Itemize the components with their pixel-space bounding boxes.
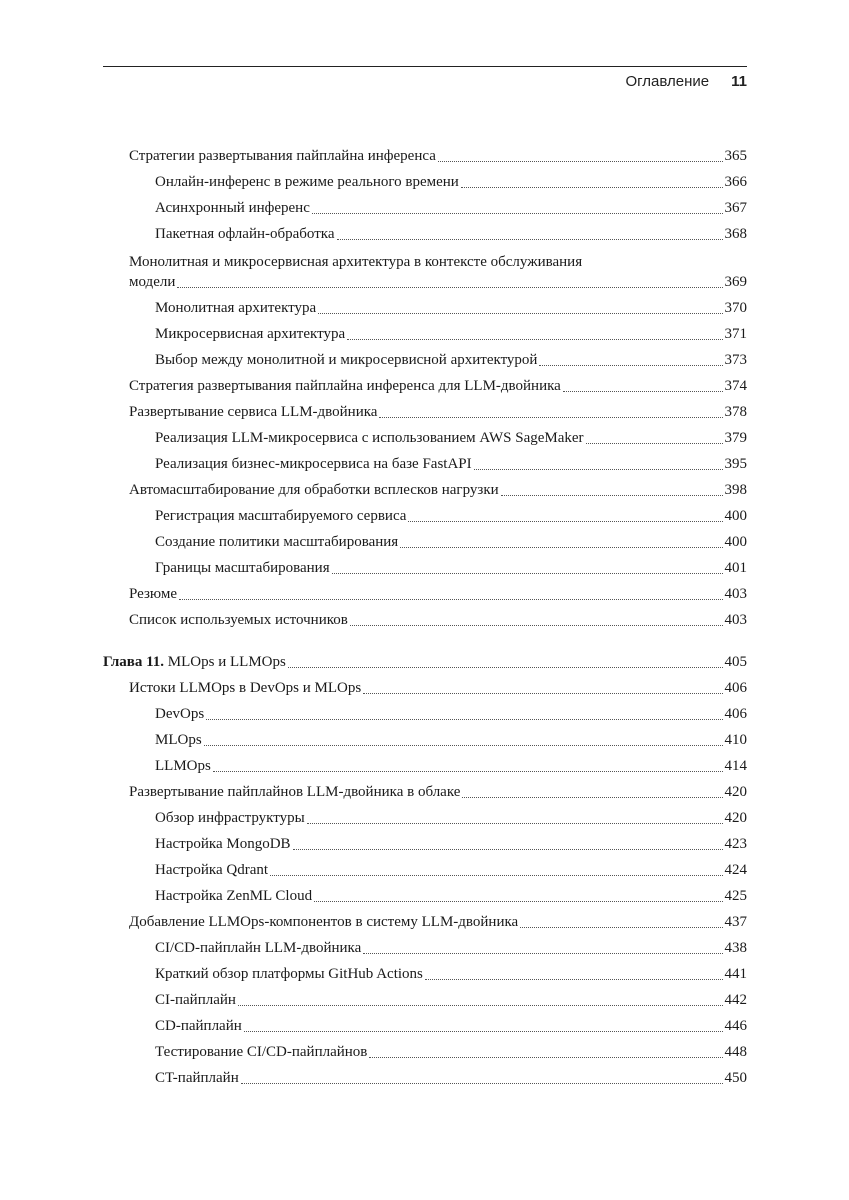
toc-entry-title-text: Создание политики масштабирования <box>155 534 399 550</box>
toc-entry-title-text: Развертывание сервиса LLM-двойника <box>129 404 378 420</box>
toc-entry-title-text: MLOps и LLMOps <box>167 654 286 670</box>
toc-entry-title <box>155 704 204 726</box>
toc-entry-page: 366 <box>724 174 747 190</box>
toc-entry-page: 405 <box>724 654 747 670</box>
toc-entry-title-text: Выбор между монолитной и микросервисной архитектурой <box>155 352 538 368</box>
toc-entry-title <box>155 532 398 554</box>
running-head <box>103 72 747 92</box>
toc-entry-page: 371 <box>724 326 747 342</box>
toc-entry <box>103 726 747 752</box>
dot-leader <box>213 771 723 772</box>
toc-entry-title-text: Резюме <box>129 586 178 602</box>
toc-entry <box>103 502 747 528</box>
toc-entry-title-text: Список используемых источников <box>129 612 348 628</box>
dot-leader <box>520 927 722 928</box>
toc-entry <box>103 778 747 804</box>
toc-entry <box>103 882 747 908</box>
toc-entry <box>103 700 747 726</box>
dot-leader <box>206 719 722 720</box>
dot-leader <box>347 339 722 340</box>
toc-entry-page: 410 <box>724 732 747 748</box>
toc-entry <box>103 580 747 606</box>
toc-entry <box>103 372 747 398</box>
toc-entry-page: 438 <box>724 940 747 956</box>
toc-entry-title <box>129 678 361 700</box>
toc-entry-title <box>155 506 406 528</box>
toc-entry-title <box>155 730 202 752</box>
dot-leader <box>501 495 723 496</box>
toc-entry <box>103 320 747 346</box>
dot-leader <box>332 573 723 574</box>
toc-entry <box>103 398 747 424</box>
toc-entry <box>103 528 747 554</box>
toc-entry-page: 442 <box>724 992 747 1008</box>
toc-entry <box>103 168 747 194</box>
dot-leader <box>238 1005 723 1006</box>
toc-entry-title <box>129 480 499 502</box>
toc-entry-page: 425 <box>724 888 747 904</box>
toc-entry-title-text: Развертывание пайплайнов LLM-двойника в облаке <box>129 784 461 800</box>
toc-entry-title <box>155 938 361 960</box>
toc-entry-page: 379 <box>724 430 747 446</box>
toc-entry-title-text: Пакетная офлайн-обработка <box>155 226 335 242</box>
toc-entry-title-text: LLMOps <box>155 758 211 774</box>
toc-entry-page: 401 <box>724 560 747 576</box>
running-head-title: Оглавление <box>625 73 710 90</box>
toc-entry-title-text: CI-пайплайн <box>155 992 236 1008</box>
toc-entry-title <box>103 652 286 674</box>
toc-entry <box>103 674 747 700</box>
dot-leader <box>400 547 722 548</box>
toc-entry-title <box>155 1068 239 1090</box>
toc-entry <box>103 648 747 674</box>
dot-leader <box>438 161 723 162</box>
toc-entry <box>103 424 747 450</box>
toc-entry-title <box>155 1042 367 1064</box>
toc-entry-title-text: Реализация LLM-микросервиса с использованием AWS SageMaker <box>155 430 584 446</box>
toc-entry <box>103 246 747 294</box>
toc-entry-title-text: Стратегии развертывания пайплайна инференса <box>129 148 436 164</box>
toc-entry-title <box>155 808 305 830</box>
toc-entry <box>103 960 747 986</box>
dot-leader <box>314 901 722 902</box>
dot-leader <box>363 953 722 954</box>
toc-entry-title <box>155 834 291 856</box>
toc-entry-title-text: Тестирование CI/CD-пайплайнов <box>155 1044 368 1060</box>
toc-entry-title-text: Добавление LLMOps-компонентов в систему LLM-двойника <box>129 914 519 930</box>
toc-entry <box>103 1012 747 1038</box>
dot-leader <box>379 417 722 418</box>
toc-entry-title <box>155 224 335 246</box>
toc-entry-page: 437 <box>724 914 747 930</box>
toc-entry <box>103 346 747 372</box>
toc-entry-page: 398 <box>724 482 747 498</box>
dot-leader <box>350 625 723 626</box>
toc-entry <box>103 830 747 856</box>
toc-entry-page: 424 <box>724 862 747 878</box>
toc-entry <box>103 934 747 960</box>
toc-entry-title-text: Настройка Qdrant <box>155 862 269 878</box>
toc-entry-page: 406 <box>724 706 747 722</box>
toc-entry-title <box>155 350 537 372</box>
toc-entry-title-text: DevOps <box>155 706 205 722</box>
toc-entry-title <box>155 428 584 450</box>
toc-entry-title <box>129 782 460 804</box>
toc-entry <box>103 804 747 830</box>
toc-entry-page: 441 <box>724 966 747 982</box>
toc-entry-title-text: Настройка ZenML Cloud <box>155 888 313 904</box>
toc-entry-page: 365 <box>724 148 747 164</box>
toc-entry-title <box>129 610 348 632</box>
running-head-page-number: 11 <box>731 73 747 90</box>
dot-leader <box>270 875 722 876</box>
toc-entry-title <box>155 1016 242 1038</box>
toc-entry-title <box>155 198 310 220</box>
toc-entry-title-text: Краткий обзор платформы GitHub Actions <box>155 966 423 982</box>
dot-leader <box>241 1083 723 1084</box>
toc-entry-page: 406 <box>724 680 747 696</box>
toc-entry <box>103 986 747 1012</box>
toc-entry-page: 369 <box>724 274 747 290</box>
toc-entry-title-text: CI/CD-пайплайн LLM-двойника <box>155 940 362 956</box>
dot-leader <box>318 313 722 314</box>
toc-entry-title-text: MLOps <box>155 732 202 748</box>
dot-leader <box>293 849 723 850</box>
toc-entry-title-text: Онлайн-инференс в режиме реального времени <box>155 174 459 190</box>
toc-entry-page: 414 <box>724 758 747 774</box>
toc-entry-title-text: CD-пайплайн <box>155 1018 242 1034</box>
toc-entry-title <box>129 912 518 934</box>
toc-entry-title-text: Обзор инфраструктуры <box>155 810 305 826</box>
dot-leader <box>408 521 722 522</box>
toc-entry-title-line1: Монолитная и микросервисная архитектура в контексте обслуживания <box>129 254 583 270</box>
toc-entry-page: 373 <box>724 352 747 368</box>
dot-leader <box>539 365 722 366</box>
dot-leader <box>288 667 723 668</box>
dot-leader <box>461 187 723 188</box>
toc-entry-title <box>155 886 312 908</box>
table-of-contents <box>103 142 747 1090</box>
toc-entry <box>103 606 747 632</box>
toc-entry-line2 <box>129 272 747 294</box>
toc-entry-page: 423 <box>724 836 747 852</box>
toc-entry <box>103 194 747 220</box>
toc-entry-title <box>129 146 436 168</box>
dot-leader <box>179 599 722 600</box>
toc-entry <box>103 752 747 778</box>
toc-entry-title-text: Настройка MongoDB <box>155 836 291 852</box>
dot-leader <box>244 1031 723 1032</box>
toc-entry-title <box>129 402 377 424</box>
toc-entry <box>103 294 747 320</box>
toc-entry-title-text: Регистрация масштабируемого сервиса <box>155 508 407 524</box>
toc-entry-title <box>155 990 236 1012</box>
toc-entry-title-text: Стратегия развертывания пайплайна инференса для LLM-двойника <box>129 378 561 394</box>
toc-entry-title-text: Микросервисная архитектура <box>155 326 346 342</box>
dot-leader <box>474 469 723 470</box>
toc-entry <box>103 908 747 934</box>
toc-entry <box>103 1064 747 1090</box>
toc-entry <box>103 476 747 502</box>
toc-entry-title <box>129 584 177 606</box>
toc-entry-title-text: Монолитная архитектура <box>155 300 317 316</box>
dot-leader <box>425 979 723 980</box>
dot-leader <box>363 693 722 694</box>
toc-entry-title <box>155 172 459 194</box>
toc-entry-title <box>155 558 330 580</box>
toc-entry-page: 446 <box>724 1018 747 1034</box>
toc-entry <box>103 554 747 580</box>
header-rule <box>103 66 747 67</box>
toc-entry-page: 400 <box>724 508 747 524</box>
toc-entry-page: 395 <box>724 456 747 472</box>
toc-entry-page: 378 <box>724 404 747 420</box>
toc-entry <box>103 450 747 476</box>
toc-entry-page: 450 <box>724 1070 747 1086</box>
dot-leader <box>586 443 723 444</box>
toc-entry-title-line2: модели <box>129 274 176 290</box>
toc-entry-page: 420 <box>724 810 747 826</box>
toc-entry-page: 448 <box>724 1044 747 1060</box>
dot-leader <box>563 391 723 392</box>
toc-entry-page: 420 <box>724 784 747 800</box>
dot-leader <box>204 745 723 746</box>
toc-entry-title <box>155 454 472 476</box>
toc-entry <box>103 1038 747 1064</box>
toc-entry-title <box>155 860 268 882</box>
toc-entry-page: 370 <box>724 300 747 316</box>
toc-entry <box>103 220 747 246</box>
toc-entry-page: 403 <box>724 612 747 628</box>
toc-entry-page: 367 <box>724 200 747 216</box>
toc-entry-title <box>155 324 345 346</box>
dot-leader <box>312 213 723 214</box>
toc-entry <box>103 856 747 882</box>
chapter-label: Глава 11. <box>103 654 165 670</box>
toc-entry-page: 403 <box>724 586 747 602</box>
toc-entry-title <box>155 964 423 986</box>
toc-entry-title-text: Реализация бизнес-микросервиса на базе FastAPI <box>155 456 472 472</box>
dot-leader <box>307 823 723 824</box>
toc-entry-page: 374 <box>724 378 747 394</box>
toc-entry-title <box>155 756 211 778</box>
toc-entry-title-text: CT-пайплайн <box>155 1070 239 1086</box>
dot-leader <box>177 287 722 288</box>
toc-entry-title <box>129 376 561 398</box>
toc-entry <box>103 142 747 168</box>
toc-entry-title-text: Автомасштабирование для обработки всплесков нагрузки <box>129 482 499 498</box>
dot-leader <box>369 1057 722 1058</box>
dot-leader <box>462 797 722 798</box>
toc-entry-page: 400 <box>724 534 747 550</box>
toc-entry-title-text: Асинхронный инференс <box>155 200 310 216</box>
toc-entry-title-text: Истоки LLMOps в DevOps и MLOps <box>129 680 362 696</box>
toc-entry-title-text: Границы масштабирования <box>155 560 330 576</box>
dot-leader <box>337 239 723 240</box>
toc-entry-title <box>155 298 316 320</box>
toc-entry-page: 368 <box>724 226 747 242</box>
